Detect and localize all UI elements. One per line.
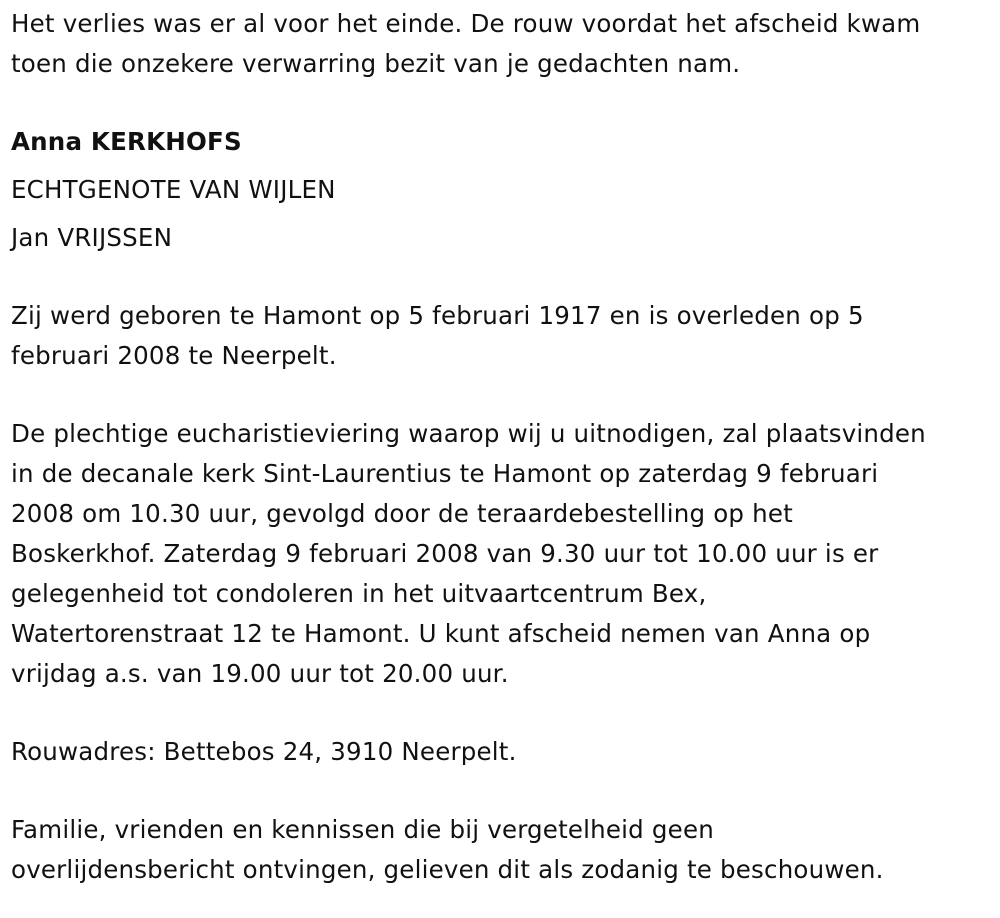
ceremony-line-3: 2008 om 10.30 uur, gevolgd door de teraardebestelling op het [11,499,793,528]
closing-line-2: overlijdensbericht ontvingen, gelieven dit als zodanig te beschouwen. [11,855,884,884]
ceremony-line-1: De plechtige eucharistieviering waarop wij u uitnodigen, zal plaatsvinden [11,419,926,448]
spacer [11,376,991,414]
spouse-name: Jan VRIJSSEN [11,223,173,252]
ceremony-line-4: Boskerkhof. Zaterdag 9 februari 2008 van 9.30 uur tot 10.00 uur is er [11,539,879,568]
address-paragraph [11,732,991,772]
spacer [11,84,991,122]
ceremony-line-7: vrijdag a.s. van 19.00 uur tot 20.00 uur. [11,659,509,688]
intro-line-1: Het verlies was er al voor het einde. De rouw voordat het afscheid kwam [11,9,921,38]
ceremony-line-5: gelegenheid tot condoleren in het uitvaartcentrum Bex, [11,579,707,608]
spacer [11,258,991,296]
spacer [11,772,991,810]
closing-line-1: Familie, vrienden en kennissen die bij vergetelheid geen [11,815,714,844]
birth-death-line-1: Zij werd geboren te Hamont op 5 februari 1917 en is overleden op 5 [11,301,864,330]
deceased-block [11,122,991,258]
intro-line-2: toen die onzekere verwarring bezit van je gedachten nam. [11,49,741,78]
deceased-relation: ECHTGENOTE VAN WIJLEN [11,175,336,204]
closing-paragraph [11,810,991,890]
ceremony-line-2: in de decanale kerk Sint-Laurentius te Hamont op zaterdag 9 februari [11,459,879,488]
obituary-document [11,4,991,890]
birth-death-paragraph [11,296,991,376]
intro-paragraph [11,4,991,84]
ceremony-paragraph [11,414,991,694]
birth-death-line-2: februari 2008 te Neerpelt. [11,341,337,370]
deceased-name: Anna KERKHOFS [11,127,242,156]
mourning-address: Rouwadres: Bettebos 24, 3910 Neerpelt. [11,737,517,766]
ceremony-line-6: Watertorenstraat 12 te Hamont. U kunt afscheid nemen van Anna op [11,619,871,648]
spacer [11,694,991,732]
